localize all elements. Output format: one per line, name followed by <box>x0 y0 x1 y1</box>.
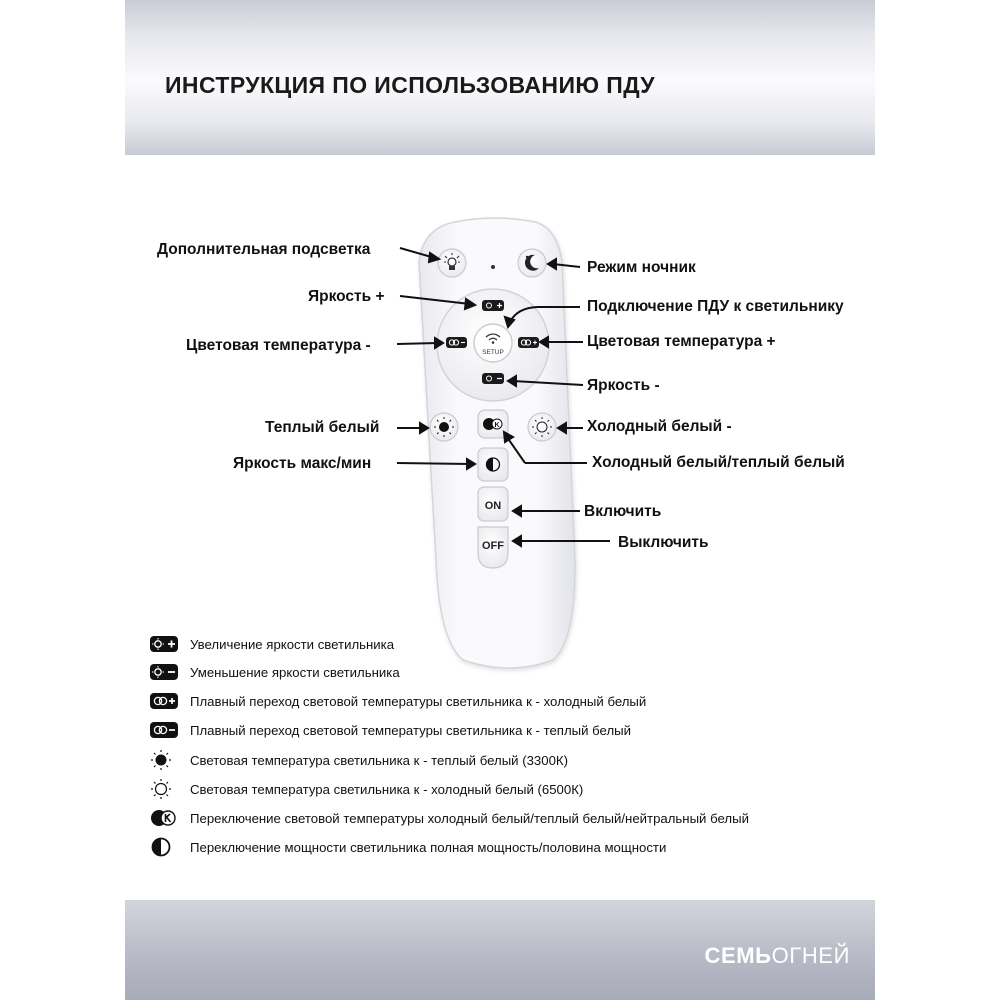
legend-row <box>150 835 666 859</box>
extra-backlight-button <box>438 249 466 277</box>
legend-row <box>150 748 568 772</box>
legend-row <box>150 632 394 656</box>
label-warm-white: Теплый белый <box>265 419 380 436</box>
legend-row <box>150 718 631 742</box>
legend-text: Световая температура светильника к - теплый белый (3300К) <box>190 752 569 768</box>
legend-text: Световая температура светильника к - холодный белый (6500К) <box>190 781 584 797</box>
temp-down-icon <box>150 719 180 741</box>
legend-row <box>150 777 583 801</box>
label-brightness-plus: Яркость + <box>308 288 385 305</box>
brightness-down-icon <box>150 661 180 683</box>
color-temp-plus-button <box>518 337 539 348</box>
label-color-temp-minus: Цветовая температура - <box>186 337 371 354</box>
on-label: ON <box>484 500 502 512</box>
k-badge: K <box>494 422 500 429</box>
legend-text: Увеличение яркости светильника <box>190 636 395 652</box>
warm-white-button <box>430 413 458 441</box>
brightness-minus-button <box>482 373 504 384</box>
label-cold-warm-toggle: Холодный белый/теплый белый <box>592 454 845 471</box>
cold-white-button <box>528 413 556 441</box>
label-brightness-maxmin: Яркость макс/мин <box>233 455 372 472</box>
label-extra-backlight: Дополнительная подсветка <box>157 241 371 258</box>
legend-row <box>150 689 646 713</box>
brand-light: ОГНЕЙ <box>771 943 850 968</box>
legend-text: Уменьшение яркости светильника <box>190 664 400 680</box>
label-night-mode: Режим ночник <box>587 259 696 276</box>
page-title: ИНСТРУКЦИЯ ПО ИСПОЛЬЗОВАНИЮ ПДУ <box>165 72 655 98</box>
half-moon-icon <box>150 836 180 858</box>
instruction-page <box>125 0 875 1000</box>
legend-text: Переключение мощности светильника полная мощность/половина мощности <box>190 839 667 855</box>
cold-sun-icon <box>150 778 180 800</box>
brightness-plus-button <box>482 300 504 311</box>
warm-sun-icon <box>150 749 180 771</box>
indicator-dot <box>491 265 495 269</box>
temp-up-icon <box>150 690 180 712</box>
legend-row <box>150 660 400 684</box>
setup-label: SETUP <box>482 349 504 356</box>
off-label: OFF <box>482 540 504 552</box>
label-pairing: Подключение ПДУ к светильнику <box>587 298 844 315</box>
brand-logo <box>704 943 850 969</box>
footer-band <box>125 900 875 1000</box>
k-toggle-icon <box>150 807 180 829</box>
color-temp-minus-button <box>446 337 467 348</box>
legend-text: Переключение световой температуры холодный белый/теплый белый/нейтральный белый <box>190 810 749 826</box>
label-color-temp-plus: Цветовая температура + <box>587 333 776 350</box>
brand-bold: СЕМЬ <box>704 943 772 968</box>
setup-button <box>474 324 512 362</box>
label-brightness-minus: Яркость - <box>587 377 660 394</box>
label-cold-white: Холодный белый - <box>587 418 732 435</box>
on-button <box>478 487 508 521</box>
brightness-maxmin-button <box>478 448 508 481</box>
brightness-up-icon <box>150 633 180 655</box>
label-turn-off: Выключить <box>618 534 709 551</box>
off-button <box>478 527 508 568</box>
label-turn-on: Включить <box>584 503 662 520</box>
legend-text: Плавный переход световой температуры светильника к - холодный белый <box>190 693 647 709</box>
remote-body <box>419 218 575 668</box>
legend-text: Плавный переход световой температуры светильника к - теплый белый <box>190 722 631 738</box>
night-mode-button <box>518 249 546 277</box>
legend-row <box>150 806 749 830</box>
